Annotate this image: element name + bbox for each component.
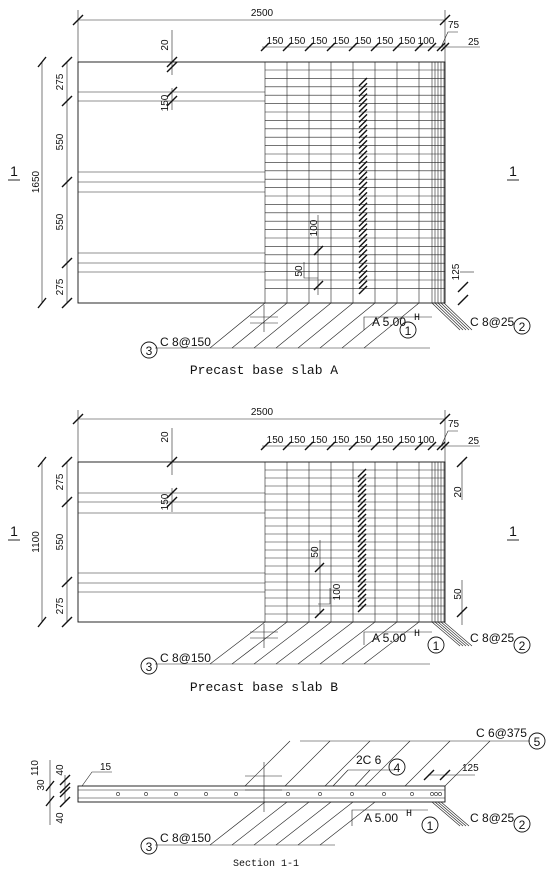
slab-b-caption: Precast base slab B (189, 680, 339, 695)
section-callout-3-num: 3 (145, 840, 153, 854)
slab-a-transverse-bars (265, 70, 445, 288)
slab-a-callout-1-text: A 5.00 (372, 315, 407, 329)
slab-a-plan (8, 8, 530, 378)
slab-a-caption: Precast base slab A (189, 363, 339, 378)
slab-a-inner-150: 150 (160, 94, 171, 112)
slab-a-callout-3-text: C 8@150 (160, 335, 211, 349)
section-callout-2-text: C 8@25 (470, 811, 515, 825)
bar-dot (350, 792, 353, 795)
bar-dot (434, 792, 437, 795)
spacing-label: 150 (398, 435, 416, 446)
spacing-label: 100 (417, 36, 435, 47)
slab-a-left-total-dim: 1650 (31, 170, 42, 194)
slab-b-callout-1-sup: H (414, 629, 421, 640)
slab-a-section-mark-right: 1 (509, 163, 517, 179)
slab-b-callout-3-text: C 8@150 (160, 651, 211, 665)
slab-a-right-125: 125 (451, 263, 462, 281)
left-dim: 275 (55, 73, 66, 91)
bar-dot (204, 792, 207, 795)
bar-dot (286, 792, 289, 795)
slab-b-callout-2-num: 2 (518, 639, 526, 653)
slab-a-inner-50: 50 (294, 265, 305, 277)
section-callout-4-text: 2C 6 (356, 753, 382, 767)
spacing-label: 150 (288, 36, 306, 47)
slab-b-inner-100: 100 (332, 583, 343, 601)
spacing-label: 150 (332, 36, 350, 47)
section-callout-3-text: C 8@150 (160, 831, 211, 845)
slab-b-hatch-ticks (358, 469, 366, 612)
bar-dot (410, 792, 413, 795)
slab-b-plan (8, 407, 530, 695)
spacing-label: 150 (266, 435, 284, 446)
spacing-label: 150 (266, 36, 284, 47)
slab-b-right-20: 20 (453, 486, 464, 498)
section-callout-1-sup: H (406, 809, 413, 820)
spacing-label: 150 (376, 36, 394, 47)
bar-dot (174, 792, 177, 795)
slab-b-transverse-bars (265, 470, 445, 614)
left-dim: 275 (55, 473, 66, 491)
slab-b-inner-50: 50 (310, 546, 321, 558)
slab-b-section-mark-left: 1 (10, 523, 18, 539)
slab-b-width-dim: 2500 (250, 407, 274, 418)
slab-a-top-offset-dim: 20 (160, 39, 171, 51)
slab-b-section-mark-right: 1 (509, 523, 517, 539)
slab-a-right-dim-75: 75 (448, 20, 460, 31)
spacing-label: 150 (398, 36, 416, 47)
slab-b-callout-3-num: 3 (145, 660, 153, 674)
slab-b-long-bars (78, 493, 265, 592)
spacing-label: 150 (376, 435, 394, 446)
left-dim: 275 (55, 278, 66, 296)
slab-a-callout-1-num: 1 (404, 324, 412, 338)
slab-b-right-50: 50 (453, 588, 464, 600)
bar-dot (234, 792, 237, 795)
spacing-label: 150 (354, 435, 372, 446)
slab-a-top-spacings (267, 36, 435, 47)
slab-b-right-dim-25: 25 (468, 436, 480, 447)
left-dim: 550 (55, 133, 66, 151)
slab-b-top-offset-dim: 20 (160, 431, 171, 443)
slab-b-callout-1-num: 1 (432, 639, 440, 653)
section-callout-5-num: 5 (533, 735, 541, 749)
section-dim-40-bottom: 40 (55, 812, 66, 824)
slab-b-inner-150: 150 (160, 493, 171, 511)
section-callout-1-text: A 5.00 (364, 811, 399, 825)
slab-a-callout-2-text: C 8@25 (470, 315, 515, 329)
slab-a-callout-3-num: 3 (145, 344, 153, 358)
slab-a-outline (78, 62, 445, 303)
section-dim-125: 125 (462, 763, 479, 774)
left-dim: 275 (55, 597, 66, 615)
slab-b-callout-1-text: A 5.00 (372, 631, 407, 645)
section-bar-dots (116, 792, 441, 795)
section-1-1 (30, 726, 545, 870)
slab-b-callout-2-text: C 8@25 (470, 631, 515, 645)
slab-b-right-dim-75: 75 (448, 419, 460, 430)
bar-dot (144, 792, 147, 795)
section-callout-2-num: 2 (518, 818, 526, 832)
bar-dot (318, 792, 321, 795)
section-callout-5-text: C 6@375 (476, 726, 527, 740)
slab-b-top-spacings (267, 435, 435, 446)
spacing-label: 150 (310, 36, 328, 47)
bar-dot (116, 792, 119, 795)
section-callout-1-num: 1 (426, 819, 434, 833)
bar-dot (438, 792, 441, 795)
section-caption: Section 1-1 (232, 859, 300, 870)
bar-dot (382, 792, 385, 795)
bar-dot (430, 792, 433, 795)
section-dim-30: 30 (36, 779, 47, 791)
slab-a-callout-2-num: 2 (518, 320, 526, 334)
spacing-label: 150 (288, 435, 306, 446)
spacing-label: 150 (332, 435, 350, 446)
section-outline (78, 786, 445, 802)
slab-a-width-dim: 2500 (250, 8, 274, 19)
spacing-label: 150 (310, 435, 328, 446)
slab-b-left-total-dim: 1100 (31, 531, 42, 553)
section-dim-40-top: 40 (55, 764, 66, 776)
slab-a-callout-1-sup: H (414, 313, 421, 324)
slab-a-long-bars (78, 92, 265, 272)
slab-a-right-dim-25: 25 (468, 37, 480, 48)
spacing-label: 150 (354, 36, 372, 47)
spacing-label: 100 (417, 435, 435, 446)
slab-a-hatch-ticks (359, 78, 367, 294)
left-dim: 550 (55, 213, 66, 231)
section-dim-110: 110 (30, 760, 41, 776)
section-dim-15: 15 (100, 762, 112, 773)
section-callout-4-num: 4 (393, 761, 401, 775)
left-dim: 550 (55, 533, 66, 551)
slab-a-inner-100: 100 (309, 219, 320, 237)
slab-a-section-mark-left: 1 (10, 163, 18, 179)
